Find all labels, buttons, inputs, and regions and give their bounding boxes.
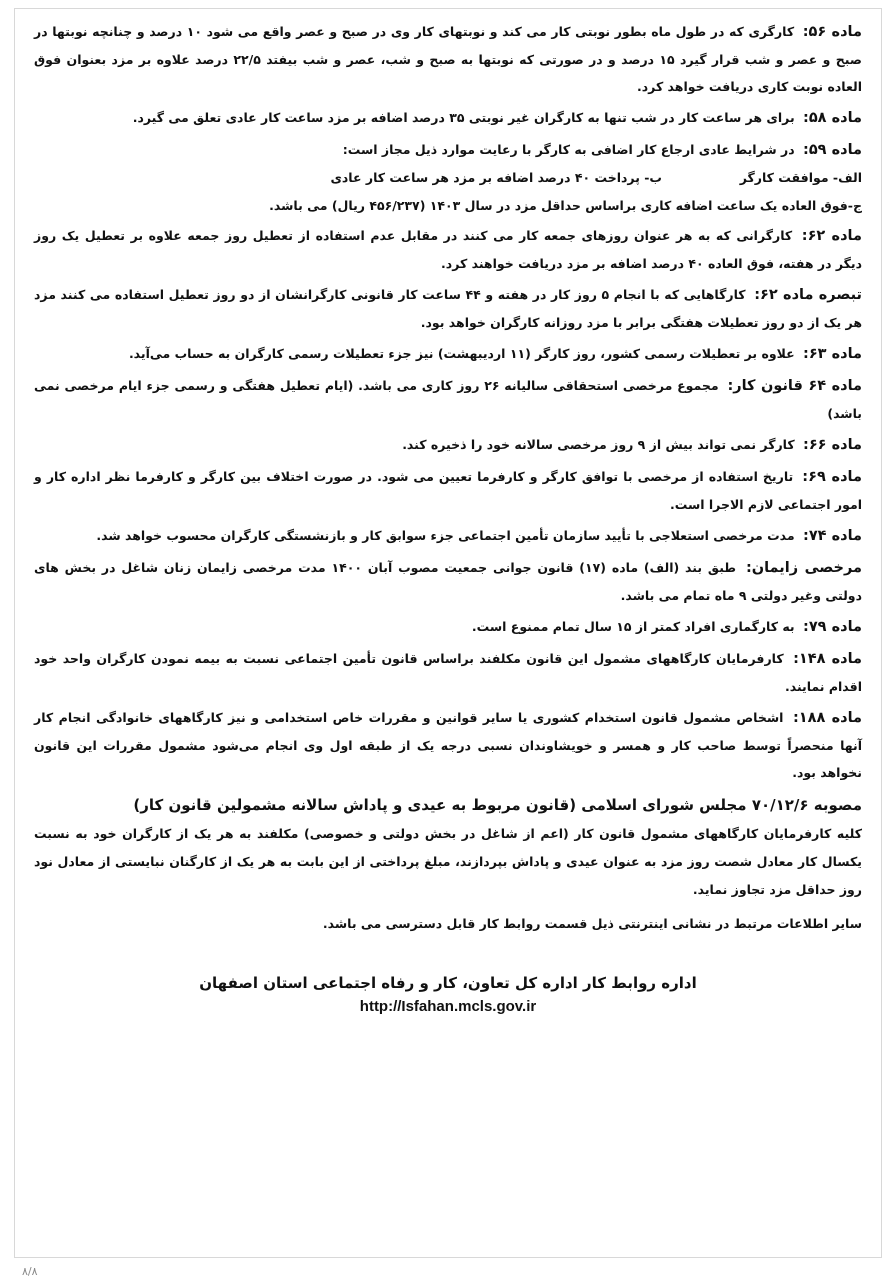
- article-188: [34, 704, 862, 786]
- article-58-text: برای هر ساعت کار در شب تنها به کارگران غیر نوبتی ۳۵ درصد اضافه بر مزد ساعت کار عادی تعلق می گیرد.: [132, 110, 795, 125]
- article-74-label: ماده ۷۴:: [803, 528, 862, 544]
- article-69-label: ماده ۶۹:: [802, 469, 862, 485]
- article-69: [34, 463, 862, 518]
- article-64-text: مجموع مرخصی استحقاقی سالیانه ۲۶ روز کاری می باشد. (ایام تعطیل هفتگی و رسمی جزء ایام مرخصی نمی باشد): [34, 378, 862, 421]
- article-66-label: ماده ۶۶:: [803, 437, 862, 453]
- footer-website-link[interactable]: http://Isfahan.mcls.gov.ir: [359, 998, 537, 1015]
- article-74-text: مدت مرخصی استعلاجی با تأیید سازمان تأمین اجتماعی جزء سوابق کار و بازنشستگی کارگران محسوب خواهد شد.: [96, 528, 795, 543]
- article-188-text: اشخاص مشمول قانون استخدام کشوری یا سایر قوانین و مقررات خاص استخدامی و نیز کارگاههای خانوادگی انجام کار آنها منحصراً توسط صاحب کار و همسر و خویشاوندان نسبی درجه یک از طبقه اول وی انجام می‌شود مشمول مقررات این قانون نخواهد بود.: [34, 710, 862, 780]
- article-59-option-a: الف- موافقت کارگر: [739, 170, 862, 185]
- article-59-options: [34, 164, 862, 192]
- article-79-label: ماده ۷۹:: [803, 619, 862, 635]
- article-59-option-b: ب- پرداخت ۴۰ درصد اضافه بر مزد هر ساعت کار عادی: [330, 170, 662, 185]
- bonus-law-heading: مصوبه ۷۰/۱۲/۶ مجلس شورای اسلامی (قانون مربوط به عیدی و پاداش سالانه مشمولین قانون کار): [133, 796, 862, 814]
- footer-organization: اداره روابط کار اداره کل تعاون، کار و رفاه اجتماعی استان اصفهان: [199, 974, 697, 992]
- article-58: [34, 104, 862, 132]
- article-148: [34, 645, 862, 700]
- bonus-law-text: کلیه کارفرمایان کارگاههای مشمول قانون کار (اعم از شاغل در بخش دولتی و خصوصی) مکلفند به هر یک از کارگران خود به نسبت یکسال کار معادل شصت روز مزد به عنوان عیدی و پاداش بپردازند، مبلغ پرداختی از این بابت به هر یک از کارگنان نبایستی از معادل نود روز حداقل مزد تجاوز نماید.: [34, 826, 862, 897]
- article-62-text: کارگرانی که به هر عنوان روزهای جمعه کار می کنند در مقابل عدم استفاده از تعطیل روز جمعه علاوه بر تعطیل یک روز دیگر در هفته، فوق العاده ۴۰ درصد اضافه بر مزد دریافت خواهند کرد.: [34, 228, 862, 271]
- article-59-text: در شرایط عادی ارجاع کار اضافی به کارگر با رعایت موارد ذیل مجاز است:: [342, 142, 795, 157]
- article-74: [34, 522, 862, 550]
- maternity-leave-label: مرخصی زایمان:: [745, 560, 862, 576]
- maternity-leave-text: طبق بند (الف) ماده (۱۷) قانون جوانی جمعیت مصوب آبان ۱۴۰۰ مدت مرخصی زایمان زنان شاغل در بخش های دولتی وغیر دولتی ۹ ماه تمام می باشد.: [34, 560, 862, 603]
- article-188-label: ماده ۱۸۸:: [792, 710, 862, 726]
- article-59-label: ماده ۵۹:: [803, 142, 862, 158]
- article-56-text: کارگری که در طول ماه بطور نوبتی کار می کند و نوبتهای کار وی در صبح و عصر واقع می شود ۱۰ درصد و چنانچه نوبتها در صبح و عصر و شب قرار گیرد ۱۵ درصد و در صورتی که نوبتها به صبح و شب، عصر و شب بیفتد ۲۲/۵ درصد علاوه بر مزد بعنوان فوق العاده نوبت کاری دریافت خواهد کرد.: [34, 24, 862, 94]
- note-article-62-label: تبصره ماده ۶۲:: [754, 287, 862, 303]
- article-58-label: ماده ۵۸:: [803, 110, 862, 126]
- article-69-text: تاریخ استفاده از مرخصی با توافق کارگر و کارفرما تعیین می شود. در صورت اختلاف بین کارگر و کارفرما نظر اداره کار و امور اجتماعی لازم الاجرا است.: [34, 469, 862, 512]
- note-article-62-text: کارگاهایی که با انجام ۵ روز کار در هفته و ۴۴ ساعت کار قانونی کارگرانشان از دو روز تعطیل استفاده می کنند مزد هر یک از دو روز تعطیلات هفتگی برابر با مزد روزانه کارگران خواهد بود.: [34, 287, 862, 330]
- more-info-note: سایر اطلاعات مرتبط در نشانی اینترنتی ذیل قسمت روابط کار قابل دسترسی می باشد.: [322, 916, 862, 931]
- article-62: [34, 222, 862, 277]
- maternity-leave: [34, 554, 862, 609]
- article-148-text: کارفرمایان کارگاههای مشمول این قانون مکلفند براساس قانون تأمین اجتماعی نسبت به بیمه نمودن کارگران واحد خود اقدام نمایند.: [34, 651, 862, 694]
- article-64-label: ماده ۶۴ قانون کار:: [727, 378, 862, 394]
- article-56: [34, 18, 862, 100]
- article-66: [34, 431, 862, 459]
- article-63: [34, 340, 862, 368]
- article-59-option-c: ج-فوق العاده یک ساعت اضافه کاری براساس حداقل مزد در سال ۱۴۰۳ (۴۵۶/۲۳۷ ریال) می باشد.: [269, 198, 862, 213]
- article-148-label: ماده ۱۴۸:: [793, 651, 862, 667]
- article-63-text: علاوه بر تعطیلات رسمی کشور، روز کارگر (۱۱ اردیبهشت) نیز جزء تعطیلات رسمی کارگران به حساب می‌آید.: [128, 346, 795, 361]
- article-79: [34, 613, 862, 641]
- article-62-label: ماده ۶۲:: [801, 228, 862, 244]
- note-article-62: [34, 281, 862, 336]
- article-63-label: ماده ۶۳:: [803, 346, 862, 362]
- page-number: ۸/۸: [22, 1265, 38, 1278]
- article-66-text: کارگر نمی تواند بیش از ۹ روز مرخصی سالانه خود را ذخیره کند.: [402, 437, 795, 452]
- article-64: [34, 372, 862, 427]
- article-56-label: ماده ۵۶:: [802, 24, 862, 40]
- article-59: [34, 136, 862, 164]
- article-79-text: به کارگماری افراد کمتر از ۱۵ سال تمام ممنوع است.: [471, 619, 795, 634]
